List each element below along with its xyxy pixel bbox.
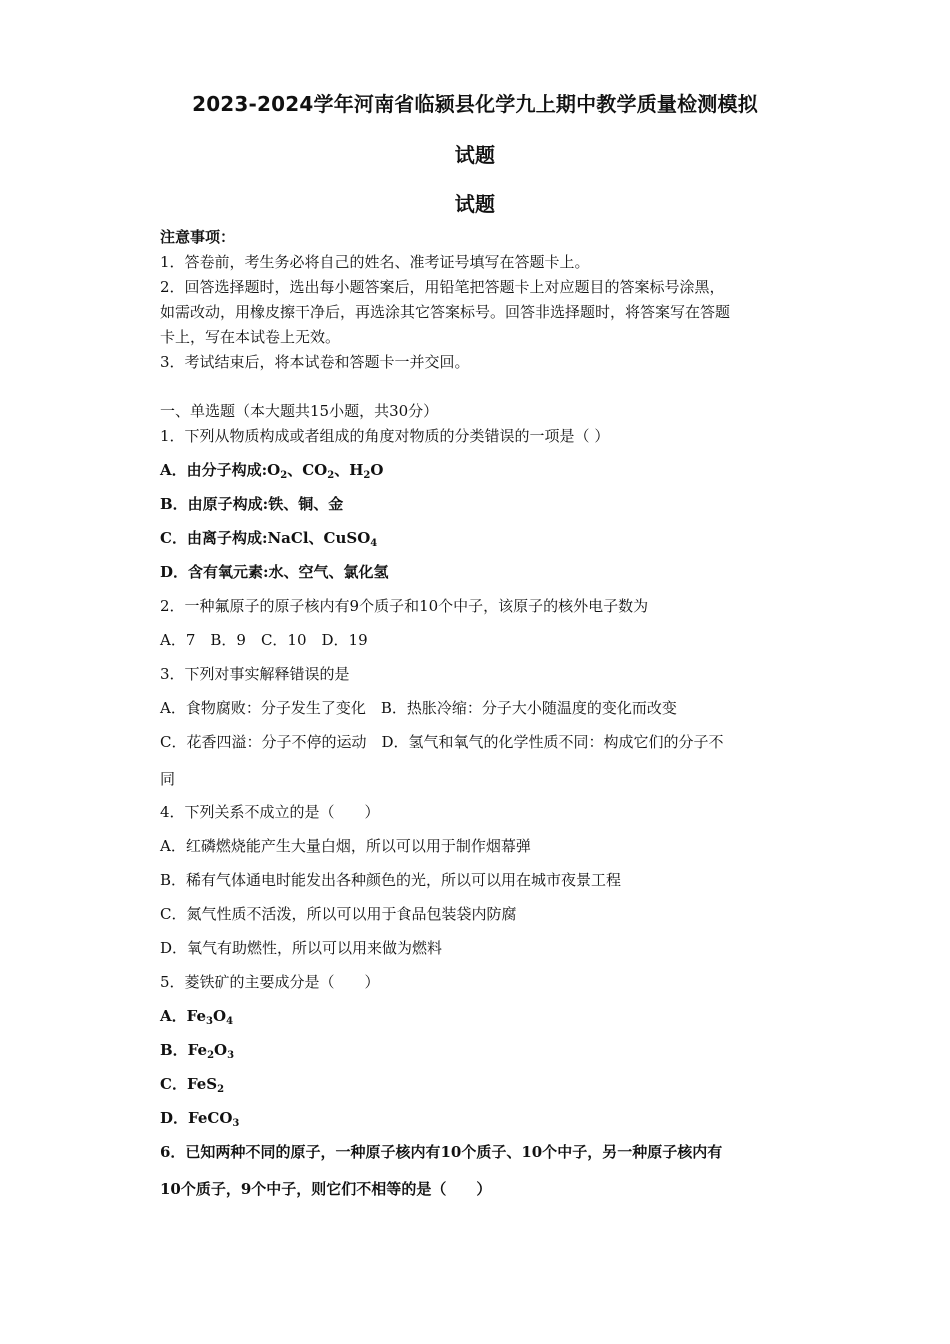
- q1-option-c: C．由离子构成:NaCl、CuSO$_4$: [160, 529, 378, 549]
- q6-stem-line-2: 10个质子，9个中子，则它们不相等的是（ ）: [160, 1180, 492, 1198]
- q2-options: A．7 B．9 C．10 D．19: [160, 631, 368, 649]
- q4-option-c: C．氮气性质不活泼，所以可以用于食品包装袋内防腐: [160, 905, 517, 923]
- q1-option-a: A．由分子构成$:O_2$、$CO_2$、$H_2O$: [160, 461, 384, 481]
- q2-stem: 2．一种氟原子的原子核内有9个质子和10个中子，该原子的核外电子数为: [160, 597, 649, 615]
- notice-item-2a: 2．回答选择题时，选出每小题答案后，用铅笔把答题卡上对应题目的答案标号涂黑，: [160, 278, 725, 296]
- q1-option-b: B．由原子构成:铁、铜、金: [160, 495, 344, 513]
- notice-item-2b: 如需改动，用橡皮擦干净后，再选涂其它答案标号。回答非选择题时，将答案写在答题: [160, 303, 731, 321]
- q3-options-ab: A．食物腐败：分子发生了变化 B．热胀冷缩：分子大小随温度的变化而改变: [160, 699, 677, 717]
- q5-option-b: B．$Fe_2O_3$: [160, 1041, 235, 1061]
- q4-option-d: D．氧气有助燃性，所以可以用来做为燃料: [160, 939, 443, 957]
- q4-option-a: A．红磷燃烧能产生大量白烟，所以可以用于制作烟幕弹: [160, 837, 531, 855]
- notice-heading: 注意事项：: [160, 228, 236, 246]
- q3-stem: 3．下列对事实解释错误的是: [160, 665, 350, 683]
- q1-stem: 1．下列从物质构成或者组成的角度对物质的分类错误的一项是（ ）: [160, 427, 610, 445]
- notice-item-1: 1．答卷前，考生务必将自己的姓名、准考证号填写在答题卡上。: [160, 253, 590, 271]
- q5-option-c: C．FeS$_2$: [160, 1075, 225, 1095]
- q1-option-d: D．含有氧元素:水、空气、氯化氢: [160, 563, 389, 581]
- q4-stem: 4．下列关系不成立的是（ ）: [160, 803, 380, 821]
- q3-options-cd-continued: 同: [160, 770, 176, 788]
- q5-option-a: A．$Fe_3O_4$: [160, 1007, 234, 1027]
- notice-item-2c: 卡上，写在本试卷上无效。: [160, 328, 341, 346]
- page-title-line-2: 试题: [454, 143, 496, 167]
- q5-stem: 5．菱铁矿的主要成分是（ ）: [160, 973, 380, 991]
- q4-option-b: B．稀有气体通电时能发出各种颜色的光，所以可以用在城市夜景工程: [160, 871, 622, 889]
- page-title-line-1: 2023-2024学年河南省临颍县化学九上期中教学质量检测模拟: [192, 92, 758, 116]
- q3-options-cd: C．花香四溢：分子不停的运动 D．氢气和氧气的化学性质不同：构成它们的分子不: [160, 733, 724, 751]
- notice-item-3: 3．考试结束后，将本试卷和答题卡一并交回。: [160, 353, 470, 371]
- page-title-line-3: 试题: [454, 192, 496, 216]
- q5-option-d: D．FeCO$_3$: [160, 1109, 240, 1129]
- section-heading: 一、单选题（本大题共15小题，共30分）: [160, 402, 439, 420]
- q6-stem-line-1: 6．已知两种不同的原子，一种原子核内有10个质子、10个中子，另一种原子核内有: [160, 1143, 723, 1161]
